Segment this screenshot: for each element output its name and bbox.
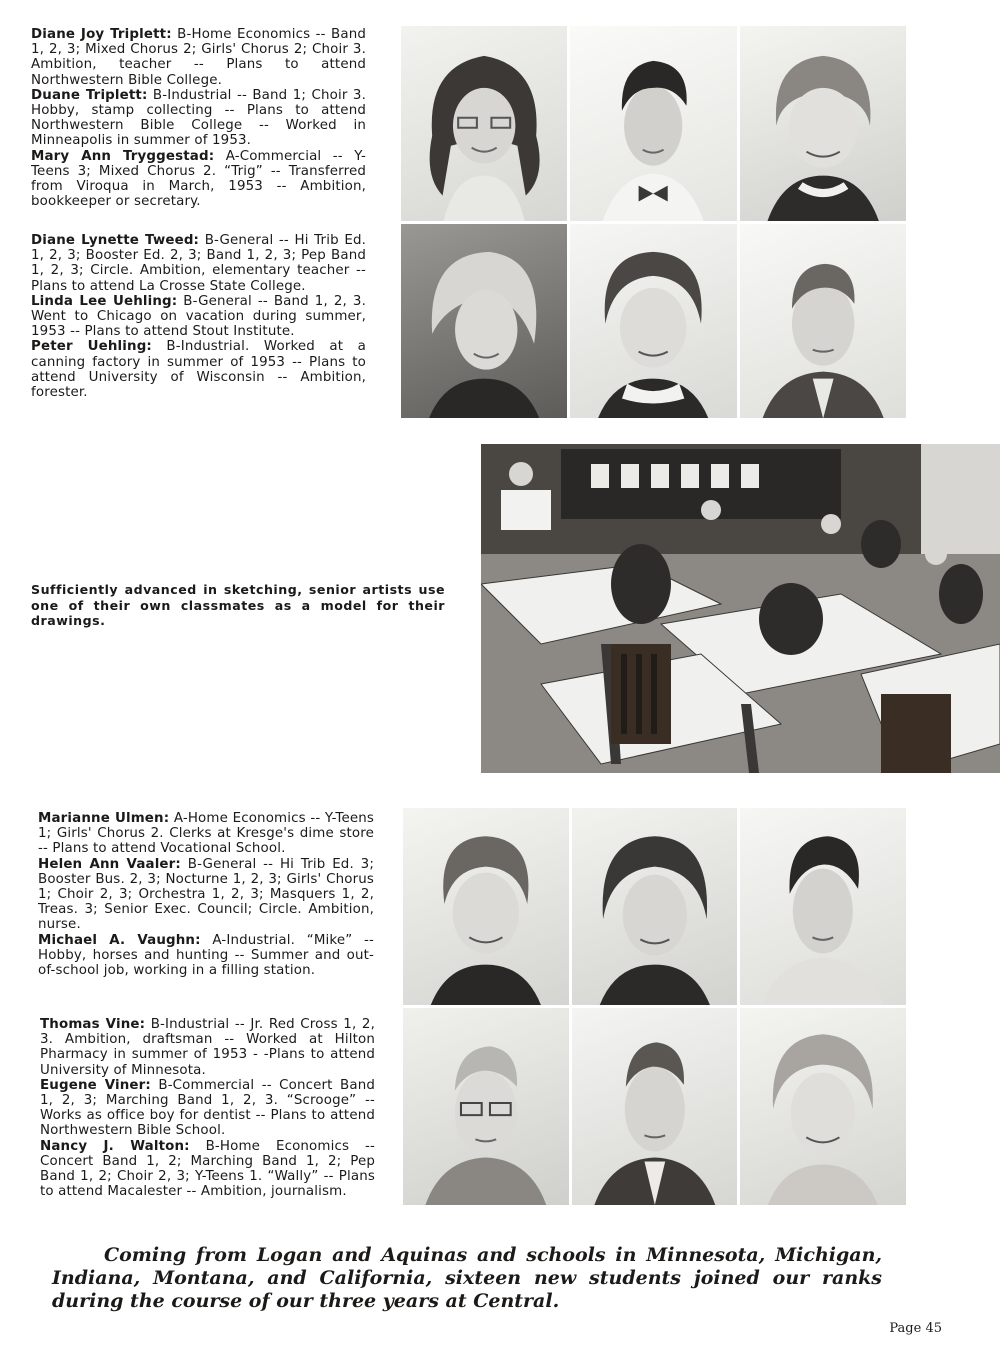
bio-block-2 (31, 233, 366, 400)
bio-entry (31, 27, 366, 88)
bio-entry (38, 811, 374, 857)
student-details: A-Home Economics -- Y-Teens 1; Girls' Chorus 2. Clerks at Kresge's dime store -- Plans to attend Vocational School. (38, 811, 374, 857)
student-details: A-Commercial -- Y-Teens 3; Mixed Chorus 2. “Trig” -- Transferred from Viroqua in March, 1953 -- Ambition, bookkeeper or secretary. (31, 148, 366, 210)
portrait-photo-thomas-vine (403, 1008, 569, 1205)
student-name: Diane Lynette Tweed: (31, 233, 200, 248)
portrait-photo-diane-joy-triplett (401, 26, 567, 221)
portrait-photo-mary-ann-tryggestad (740, 26, 906, 221)
bio-entry (40, 1078, 375, 1139)
student-details: B-General -- Hi Trib Ed. 3; Booster Bus. 2, 3; Nocturne 1, 2, 3; Girls' Chorus 1; Choir 2, 3; Orchestra 1, 2, 3; Masquers 1, 2, Treas. 3; Senior Exec. Council; Circle. Ambition, nurse. (38, 856, 374, 933)
closing-statement: Coming from Logan and Aquinas and schools in Minnesota, Michigan, Indiana, Montana, and California, sixteen new students joined our ranks during the course of our three years at Central. (52, 1244, 882, 1312)
portrait-photo-linda-lee-uehling (570, 224, 736, 419)
student-details: B-Commercial -- Concert Band 1, 2, 3; Marching Band 1, 2, 3. “Scrooge” -- Works as office boy for dentist -- Plans to attend Northwestern Bible School. (40, 1077, 375, 1139)
student-details: B-Home Economics -- Band 1, 2, 3; Mixed Chorus 2; Girls' Chorus 2; Choir 3. Ambition, teacher -- Plans to attend Northwestern Bible College. (31, 27, 366, 88)
student-name: Linda Lee Uehling: (31, 293, 178, 309)
student-name: Mary Ann Tryggestad: (31, 148, 215, 164)
bio-block-3 (38, 811, 374, 978)
student-details: B-Industrial -- Band 1; Choir 3. Hobby, stamp collecting -- Plans to attend Northwestern Bible College -- Worked in Minneapolis in summer of 1953. (31, 87, 366, 149)
bio-entry (31, 339, 366, 400)
student-details: B-General -- Band 1, 2, 3. Went to Chicago on vacation during summer, 1953 -- Plans to attend Stout Institute. (31, 293, 366, 340)
bio-entry (31, 233, 366, 294)
bio-entry (31, 149, 366, 210)
student-name: Michael A. Vaughn: (38, 932, 201, 948)
bio-entry (31, 294, 366, 340)
student-name: Nancy J. Walton: (40, 1138, 190, 1154)
student-details: B-Industrial. Worked at a canning factory in summer of 1953 -- Plans to attend University of Wisconsin -- Ambition, forester. (31, 339, 366, 401)
portrait-photo-duane-triplett (570, 26, 736, 221)
student-name: Eugene Viner: (40, 1077, 151, 1093)
student-details: B-Industrial -- Jr. Red Cross 1, 2, 3. Ambition, draftsman -- Worked at Hilton Pharmacy in summer of 1953 - -Plans to attend University of Minnesota. (40, 1017, 375, 1078)
bio-entry (31, 88, 366, 149)
student-name: Diane Joy Triplett: (31, 27, 172, 42)
portrait-photo-eugene-viner (572, 1008, 738, 1205)
student-details: B-Home Economics -- Concert Band 1, 2; Marching Band 1, 2; Pep Band 1, 2; Choir 2, 3; Y-Teens 1. “Wally” -- Plans to attend Macalester -- Ambition, journalism. (40, 1138, 375, 1200)
bio-entry (38, 933, 374, 979)
bio-entry (38, 857, 374, 933)
portrait-photo-michael-a-vaughn (740, 808, 906, 1005)
photo-caption: Sufficiently advanced in sketching, senior artists use one of their own classmates as a model for their drawings. (31, 582, 445, 628)
portrait-grid-top (401, 26, 906, 418)
portrait-grid-bottom (403, 808, 906, 1205)
student-name: Peter Uehling: (31, 339, 152, 355)
student-details: B-General -- Hi Trib Ed. 1, 2, 3; Booster Ed. 2, 3; Band 1, 2, 3; Pep Band 1, 2, 3; Circle. Ambition, elementary teacher -- Plans to attend La Crosse State College. (31, 233, 366, 294)
bio-entry (40, 1139, 375, 1200)
portrait-photo-marianne-ulmen (403, 808, 569, 1005)
page-number: Page 45 (889, 1321, 942, 1336)
portrait-photo-nancy-j-walton (740, 1008, 906, 1205)
student-name: Thomas Vine: (40, 1017, 146, 1032)
student-name: Helen Ann Vaaler: (38, 856, 181, 872)
classroom-photo (481, 444, 1000, 773)
portrait-photo-helen-ann-vaaler (572, 808, 738, 1005)
student-name: Duane Triplett: (31, 87, 148, 103)
portrait-photo-diane-lynette-tweed (401, 224, 567, 419)
student-name: Marianne Ulmen: (38, 811, 170, 826)
portrait-photo-peter-uehling (740, 224, 906, 419)
student-details: A-Industrial. “Mike” -- Hobby, horses and hunting -- Summer and out-of-school job, working in a filling station. (38, 932, 374, 979)
bio-entry (40, 1017, 375, 1078)
bio-block-1 (31, 27, 366, 209)
bio-block-4 (40, 1017, 375, 1199)
